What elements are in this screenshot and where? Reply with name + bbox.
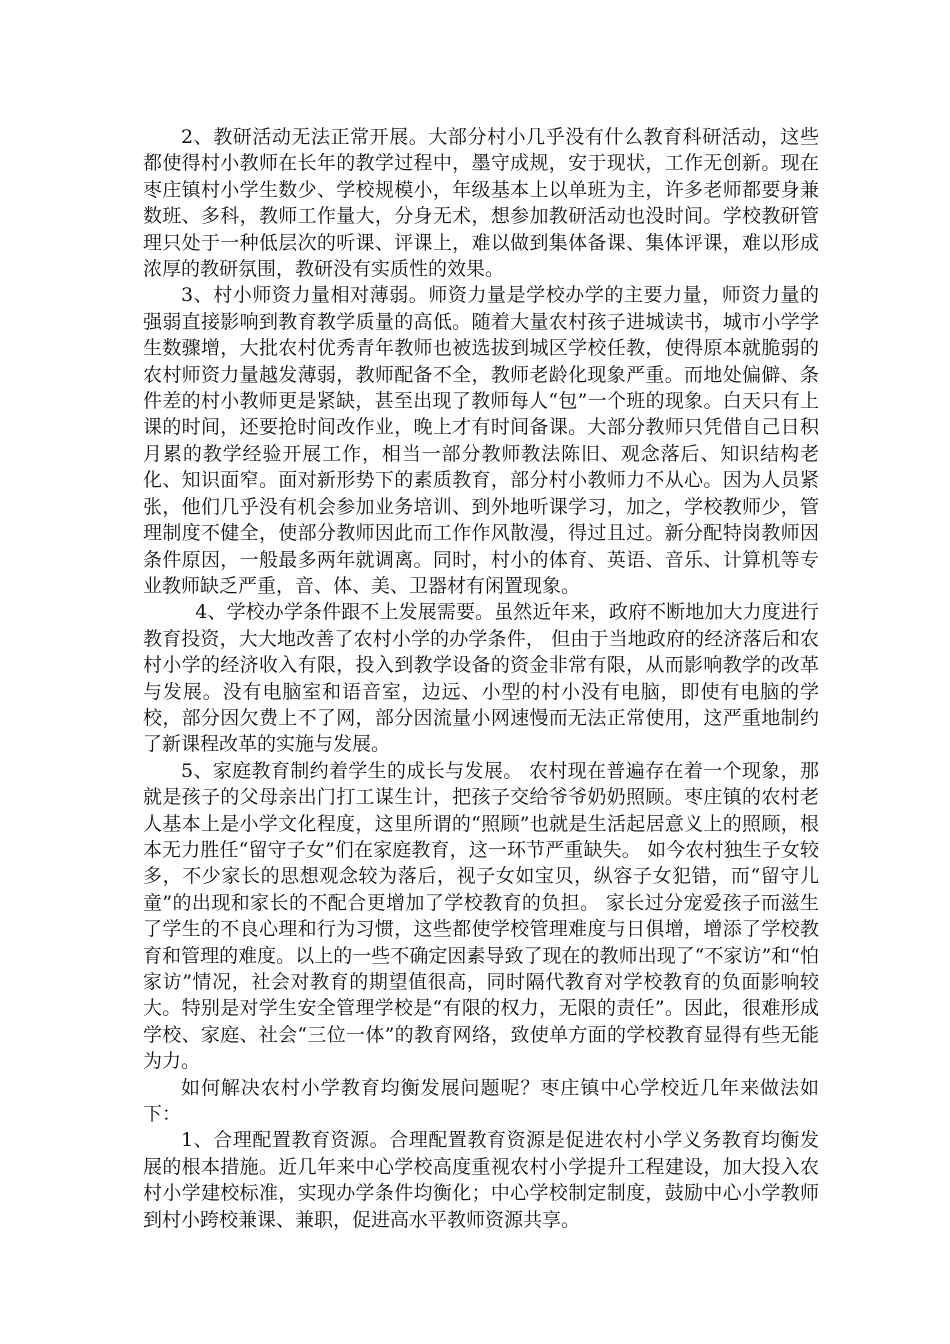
paragraph-resource-allocation: 1、合理配置教育资源。合理配置教育资源是促进农村小学义务教育均衡发展的根本措施。近几年来中心学校高度重视农村小学提升工程建设，加大投入农村小学建校标准，实现办学条件均衡化；中心学校制定制度，鼓励中心小学教师到村小跨校兼课、兼职，促进高水平教师资源共享。	[143, 1129, 819, 1231]
paragraph-teacher-resources: 3、村小师资力量相对薄弱。师资力量是学校办学的主要力量，师资力量的强弱直接影响到教育教学质量的高低。随着大量农村孩子进城读书，城市小学学生数骤增，大批农村优秀青年教师也被选拔到城区学校任教，使得原本就脆弱的农村师资力量越发薄弱，教师配备不全，教师老龄化现象严重。而地处偏僻、条件差的村小教师更是紧缺，甚至出现了教师每人“包”一个班的现象。白天只有上课的时间，还要抢时间改作业，晚上才有时间备课。大部分教师只凭借自己日积月累的教学经验开展工作，相当一部分教师教法陈旧、观念落后、知识结构老化、知识面窄。面对新形势下的素质教育，部分村小教师力不从心。因为人员紧张，他们几乎没有机会参加业务培训、到外地听课学习，加之，学校教师少，管理制度不健全，使部分教师因此而工作作风散漫，得过且过。新分配特岗教师因条件原因，一般最多两年就调离。同时，村小的体育、英语、音乐、计算机等专业教师缺乏严重，音、体、美、卫器材有闲置现象。	[143, 284, 819, 597]
paragraph-family-education: 5、家庭教育制约着学生的成长与发展。 农村现在普遍存在着一个现象，那就是孩子的父母亲出门打工谋生计，把孩子交给爷爷奶奶照顾。枣庄镇的农村老人基本上是小学文化程度，这里所谓的“照顾”也就是生活起居意义上的照顾，根本无力胜任“留守子女”们在家庭教育，这一环节严重缺失。 如今农村独生子女较多，不少家长的思想观念较为落后，视子女如宝贝，纵容子女犯错，而“留守儿童”的出现和家长的不配合更增加了学校教育的负担。 家长过分宠爱孩子而滋生了学生的不良心理和行为习惯，这些都使学校管理难度与日俱增，增添了学校教育和管理的难度。以上的一些不确定因素导致了现在的教师出现了“不家访”和“怕家访”情况，社会对教育的期望值很高，同时隔代教育对学校教育的负面影响较大。特别是对学生安全管理学校是“有限的权力，无限的责任”。因此，很难形成学校、家庭、社会“三位一体”的教育网络，致使单方面的学校教育显得有些无能为力。	[143, 759, 819, 1073]
paragraph-school-conditions: 4、学校办学条件跟不上发展需要。虽然近年来，政府不断地加大力度进行教育投资，大大地改善了农村小学的办学条件， 但由于当地政府的经济落后和农村小学的经济收入有限，投入到教学设备的资金非常有限，从而影响教学的改革与发展。没有电脑室和语音室，边远、小型的村小没有电脑，即使有电脑的学校，部分因欠费上不了网，部分因流量小网速慢而无法正常使用，这严重地制约了新课程改革的实施与发展。	[143, 601, 819, 756]
paragraph-teaching-research: 2、教研活动无法正常开展。大部分村小几乎没有什么教育科研活动，这些都使得村小教师在长年的教学过程中，墨守成规，安于现状，工作无创新。现在枣庄镇村小学生数少、学校规模小，年级基本上以单班为主，许多老师都要身兼数班、多科，教师工作量大，分身无术，想参加教研活动也没时间。学校教研管理只处于一种低层次的听课、评课上，难以做到集体备课、集体评课，难以形成浓厚的教研氛围，教研没有实质性的效果。	[143, 126, 819, 281]
document-body	[143, 124, 819, 1233]
paragraph-solution-intro: 如何解决农村小学教育均衡发展问题呢？枣庄镇中心学校近几年来做法如下：	[143, 1076, 819, 1126]
